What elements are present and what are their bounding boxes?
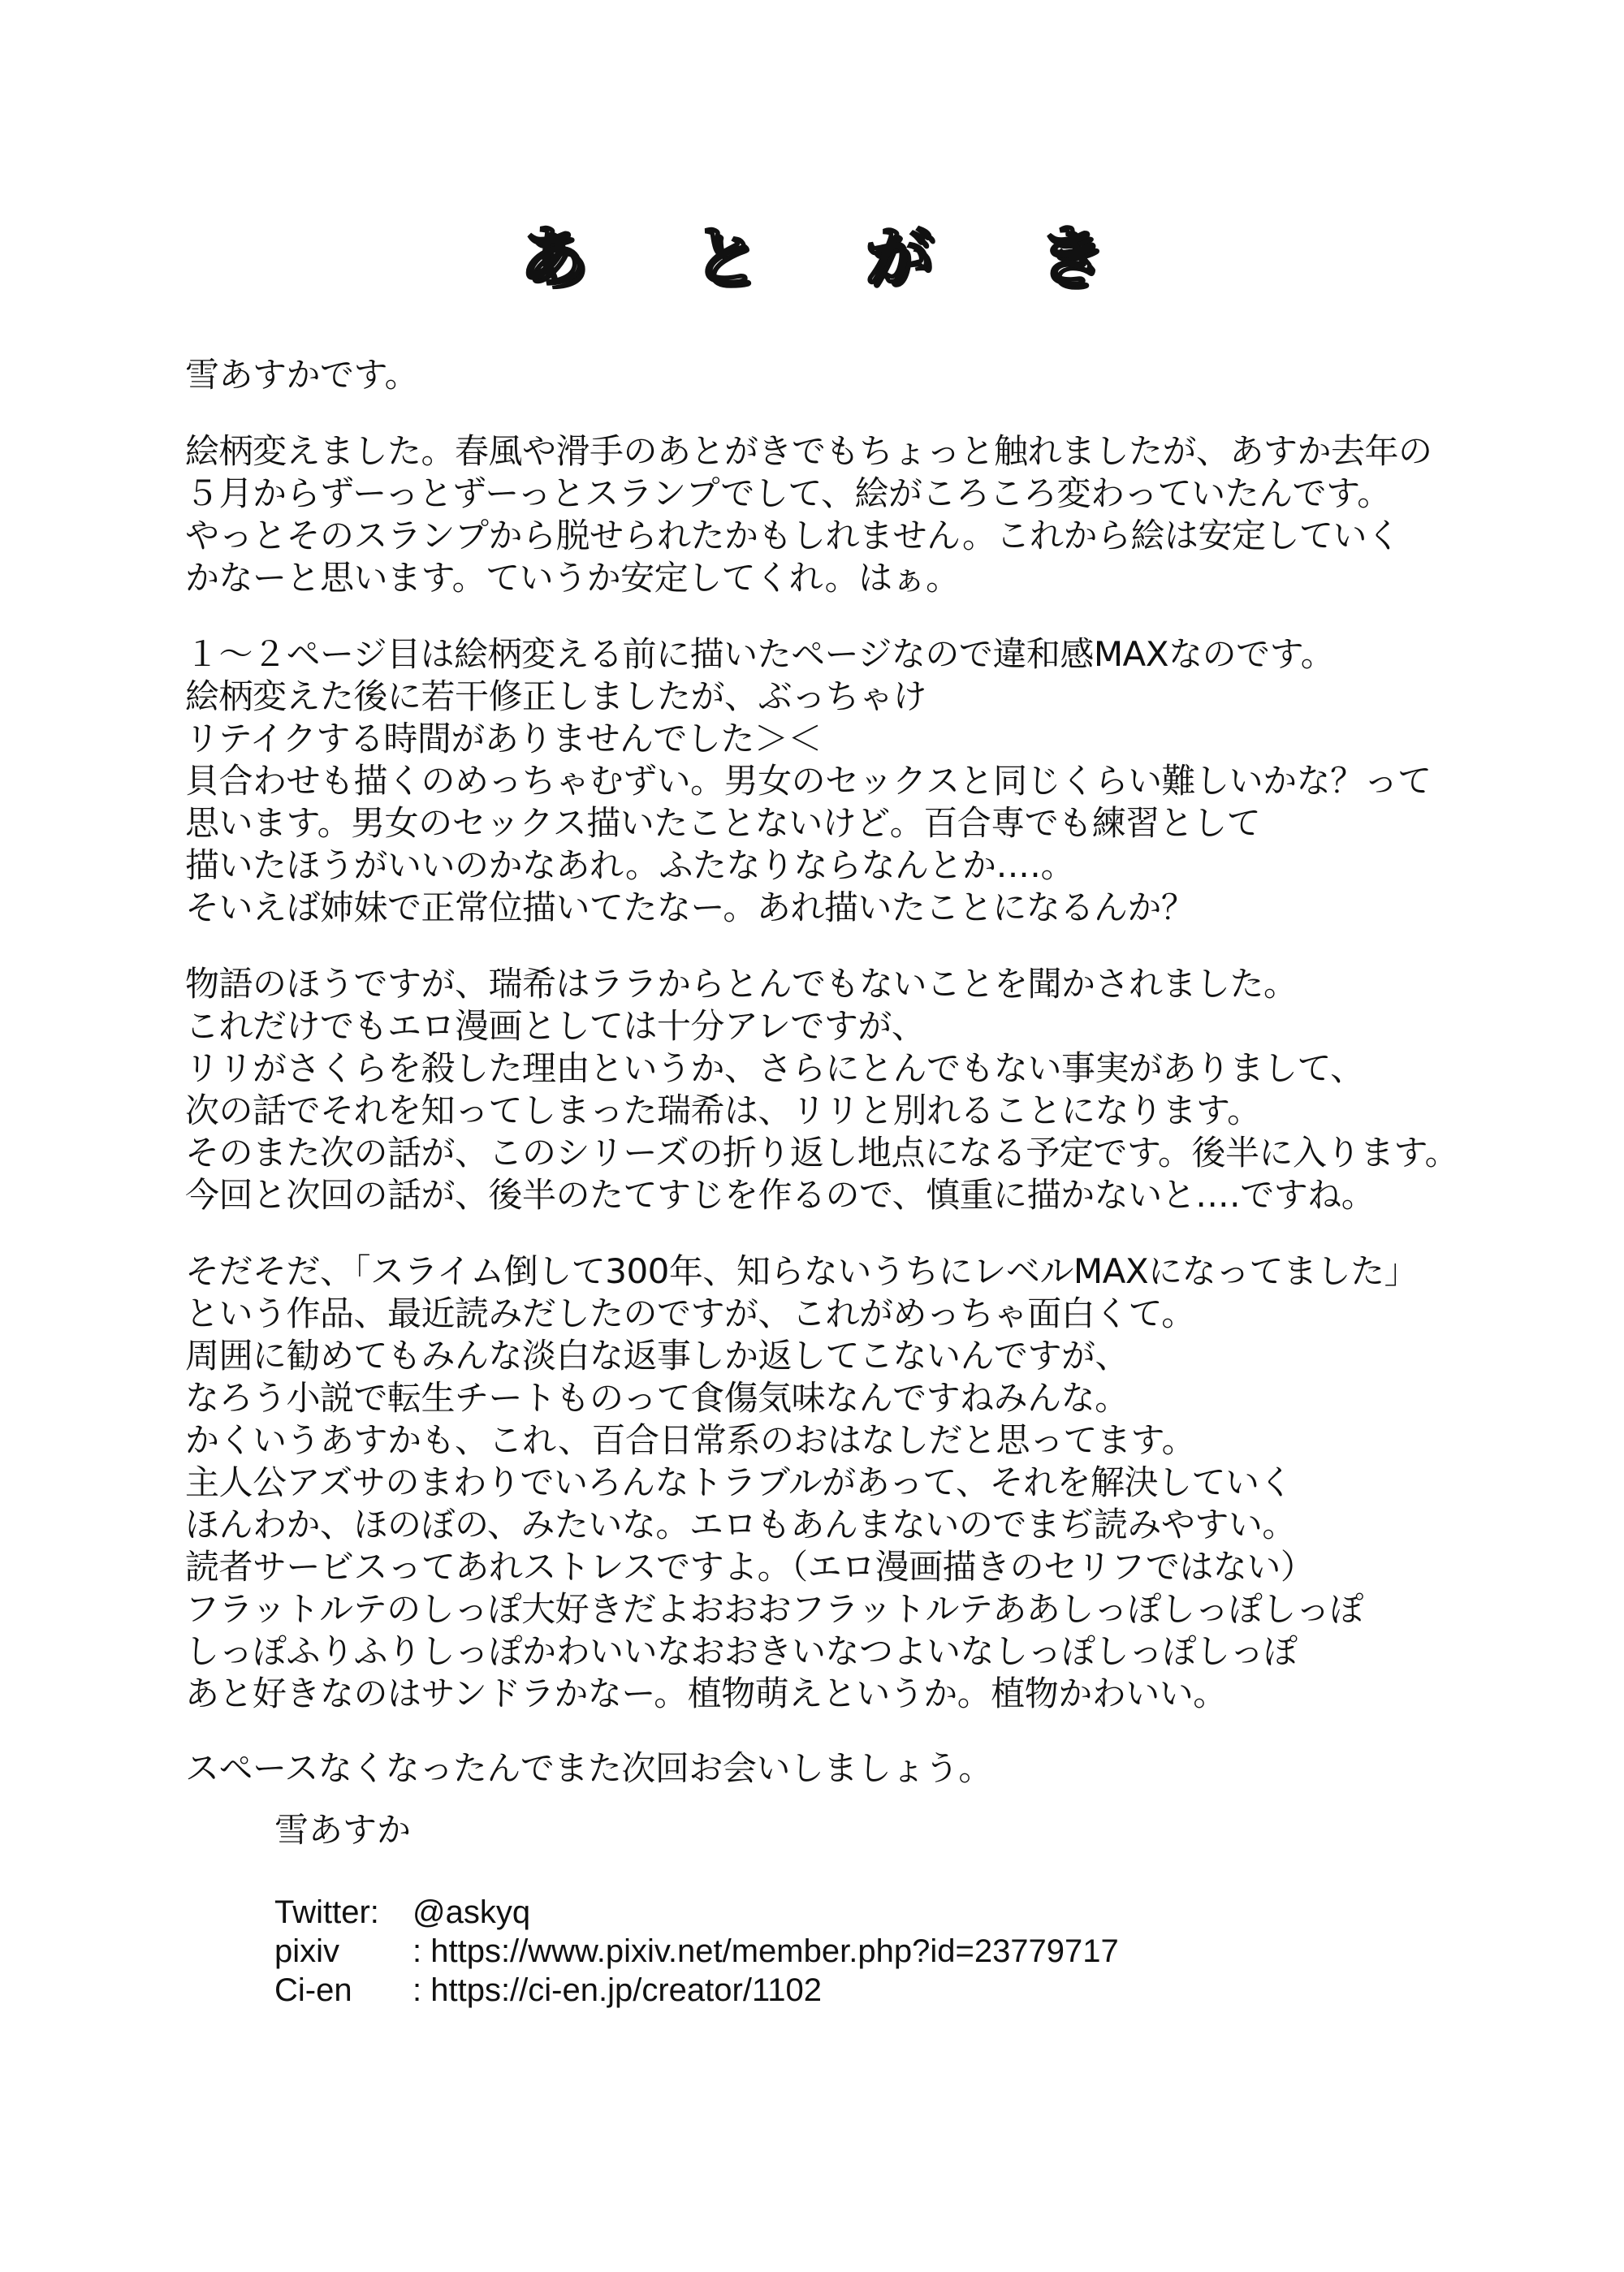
text-line: あと好きなのはサンドラかなー。植物萌えというか。植物かわいい。 — [185, 1674, 1227, 1713]
contact-label: Twitter: — [274, 1894, 379, 1930]
text-line: ほんわか、ほのぼの、みたいな。エロもあんまないのでまぢ読みやすい。 — [185, 1505, 1296, 1544]
text-line: フラットルテのしっぽ大好きだよおおおフラットルテああしっぽしっぽしっぽ — [185, 1589, 1363, 1629]
text-line: なろう小説で転生チートものって食傷気味なんですねみんな。 — [185, 1378, 1129, 1418]
text-line: スペースなくなったんでまた次回お会いしましょう。 — [185, 1748, 992, 1788]
title-char: が — [865, 219, 932, 296]
text-line: 主人公アズサのまわりでいろんなトラブルがあって、それを解決していく — [185, 1462, 1294, 1502]
text-line: 雪あすかです。 — [185, 355, 419, 395]
text-line: １～２ページ目は絵柄変える前に描いたページなので違和感MAXなのです。 — [185, 634, 1335, 674]
contact-cien — [274, 1970, 822, 2011]
title-char: と — [692, 219, 759, 296]
text-line: しっぽふりふりしっぽかわいいなおおきいなつよいなしっぽしっぽしっぽ — [185, 1631, 1298, 1671]
text-line: 思います。男女のセックス描いたことないけど。百合専でも練習として — [185, 803, 1261, 843]
text-line: 今回と次回の話が、後半のたてすじを作るので、慎重に描かないと‥‥ですね。 — [185, 1175, 1376, 1215]
text-line: そのまた次の話が、このシリーズの折り返し地点になる予定です。後半に入ります。 — [185, 1133, 1459, 1173]
text-line: そいえば姉妹で正常位描いてたなー。あれ描いたことになるんか？ — [185, 888, 1195, 927]
text-line: かなーと思います。ていうか安定してくれ。はぁ。 — [185, 558, 960, 598]
text-line: リテイクする時間がありませんでした＞＜ — [185, 719, 822, 758]
text-line: 描いたほうがいいのかなあれ。ふたなりならなんとか‥‥。 — [185, 845, 1075, 885]
text-line: かくいうあすかも、これ、百合日常系のおはなしだと思ってます。 — [185, 1420, 1196, 1460]
text-line: 絵柄変えました。春風や滑手のあとがきでもちょっと触れましたが、あすか去年の — [185, 431, 1432, 471]
text-line: 周囲に勧めてもみんな淡白な返事しか返してこないんですが、 — [185, 1336, 1129, 1376]
text-line: ５月からずーっとずーっとスランプでして、絵がころころ変わっていたんです。 — [185, 473, 1391, 513]
contact-value: : https://www.pixiv.net/member.php?id=23779717 — [412, 1933, 1119, 1969]
contact-label: pixiv — [274, 1933, 340, 1969]
text-line: 読者サービスってあれストレスですよ。（エロ漫画描きのセリフではない） — [185, 1547, 1315, 1587]
page-title — [520, 219, 1104, 297]
contact-pixiv — [274, 1931, 1119, 1972]
title-char: あ — [520, 219, 587, 296]
text-line: 次の話でそれを知ってしまった瑞希は、リリと別れることになります。 — [185, 1091, 1261, 1130]
text-line: やっとそのスランプから脱せられたかもしれません。これから絵は安定していく — [185, 516, 1401, 555]
text-line: 物語のほうですが、瑞希はララからとんでもないことを聞かされました。 — [185, 964, 1298, 1004]
text-line: これだけでもエロ漫画としては十分アレですが、 — [185, 1006, 926, 1046]
contact-label: Ci-en — [274, 1972, 352, 2008]
text-line: そだそだ、「スライム倒して300年、知らないうちにレベルMAXになってました」 — [185, 1251, 1419, 1291]
contact-value: @askyq — [412, 1894, 531, 1930]
title-char: き — [1037, 219, 1104, 296]
text-line: 貝合わせも描くのめっちゃむずい。男女のセックスと同じくらい難しいかな？って — [185, 761, 1432, 801]
author-signature: 雪あすか — [274, 1810, 412, 1850]
contact-value: : https://ci-en.jp/creator/1102 — [412, 1972, 822, 2008]
text-line: という作品、最近読みだしたのですが、これがめっちゃ面白くて。 — [185, 1294, 1195, 1333]
contact-twitter — [274, 1892, 530, 1933]
text-line: 絵柄変えた後に若干修正しましたが、ぶっちゃけ — [185, 676, 927, 716]
text-line: リリがさくらを殺した理由というか、さらにとんでもない事実がありまして、 — [185, 1048, 1364, 1088]
